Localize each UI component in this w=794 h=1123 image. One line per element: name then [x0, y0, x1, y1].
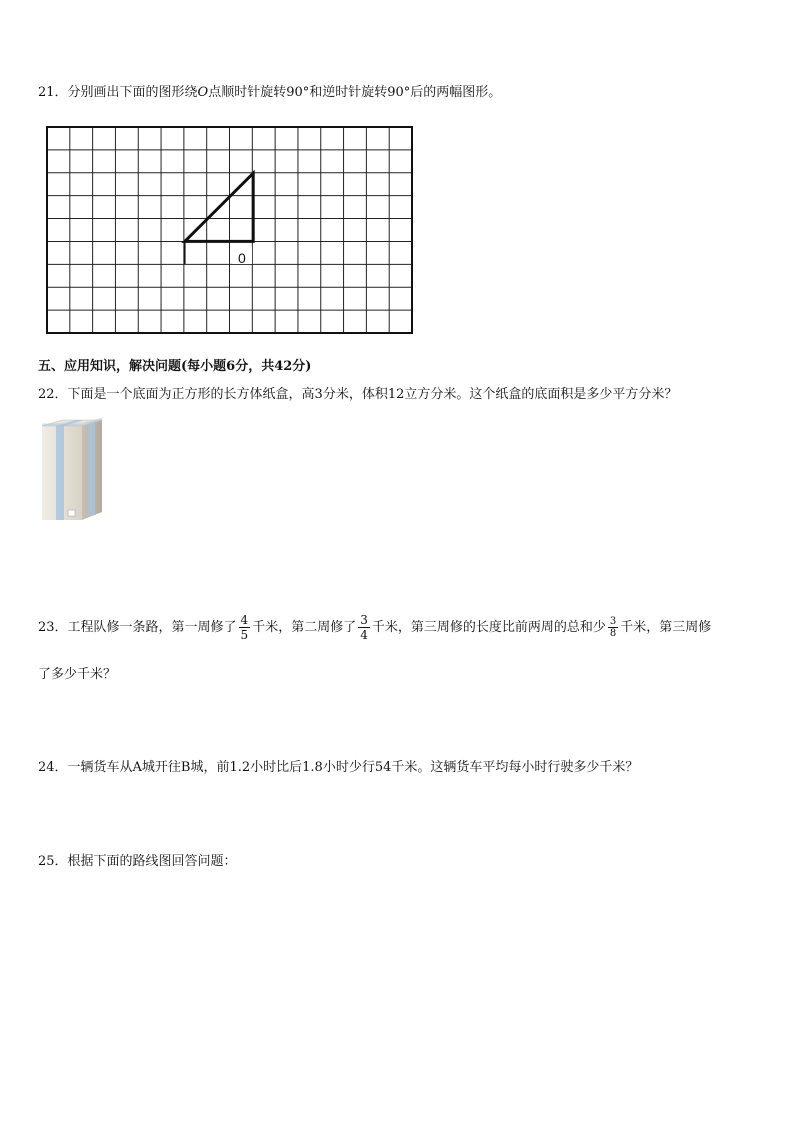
q23-prompt — [38, 610, 711, 646]
q24-prompt: 24．一辆货车从A城开往B城，前1.2小时比后1.8小时少行54千米。这辆货车平均每小时行驶多少千米？ — [38, 760, 639, 775]
q23-frac2-den: 4 — [360, 628, 368, 642]
q23-fraction-3 — [608, 616, 618, 639]
q21-prompt — [38, 84, 501, 102]
q23-fraction-2 — [358, 613, 370, 642]
q23-fraction-1 — [239, 613, 251, 642]
rotation-grid — [46, 126, 414, 336]
q21-text-a: 21．分别画出下面的图形绕 — [38, 85, 198, 100]
q22-prompt: 22．下面是一个底面为正方形的长方体纸盒，高3分米，体积12立方分米。这个纸盒的底面积是多少平方分米？ — [38, 387, 678, 402]
q23-frac1-num: 4 — [240, 613, 249, 627]
q23-part4: 千米，第三周修 — [620, 620, 712, 635]
box-icon — [38, 416, 108, 526]
point-o-label: 0 — [238, 250, 246, 266]
q23-part3: 千米，第三周修的长度比前两周的总和少 — [371, 620, 606, 635]
q23-frac1-den: 5 — [240, 628, 249, 642]
q23-line-2: 了多少千米？ — [38, 667, 117, 682]
q21-text-b: 点顺时针旋转90°和逆时针旋转90°后的两幅图形。 — [208, 85, 502, 100]
q21-point-symbol: O — [197, 85, 209, 100]
q23-frac2-num: 3 — [360, 613, 368, 627]
section-heading: 五、应用知识，解决问题(每小题6分，共42分) — [38, 359, 312, 374]
q23-frac3-den: 8 — [609, 628, 617, 639]
q25-prompt: 25．根据下面的路线图回答问题： — [38, 854, 237, 869]
q23-part2: 千米，第二周修了 — [252, 620, 357, 635]
q23-part1: 23．工程队修一条路，第一周修了 — [38, 620, 237, 635]
q23-frac3-num: 3 — [609, 616, 617, 627]
right-triangle-shape — [185, 173, 253, 241]
